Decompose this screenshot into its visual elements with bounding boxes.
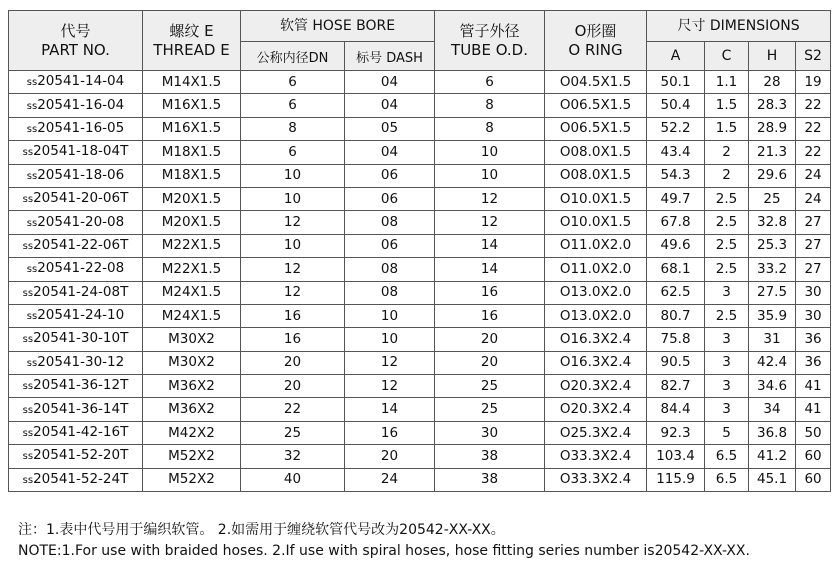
part-no-cell [9, 351, 143, 374]
dim-h-cell: 35.9 [749, 304, 796, 327]
thread-cell: M20X1.5 [143, 187, 241, 210]
dim-h-cell: 28.3 [749, 94, 796, 117]
dim-s2-cell: 22 [796, 141, 831, 164]
o-ring-cell: O20.3X2.4 [545, 375, 647, 398]
dim-a-cell: 84.4 [647, 398, 705, 421]
o-ring-cell: O33.3X2.4 [545, 445, 647, 468]
dn-cell: 16 [241, 304, 345, 327]
dim-c-cell: 2.5 [705, 304, 749, 327]
dim-s2-header: S2 [796, 42, 831, 71]
thread-cell: M24X1.5 [143, 304, 241, 327]
dash-cell: 08 [345, 281, 435, 304]
dim-s2-cell: 50 [796, 421, 831, 444]
dim-c-cell: 2 [705, 141, 749, 164]
o-ring-cell: O16.3X2.4 [545, 351, 647, 374]
tube-od-cell: 16 [435, 281, 545, 304]
dim-a-cell: 103.4 [647, 445, 705, 468]
dim-h-cell: 27.5 [749, 281, 796, 304]
dim-a-cell: 115.9 [647, 468, 705, 491]
dim-c-cell: 1.5 [705, 117, 749, 140]
dim-a-header: A [647, 42, 705, 71]
table-row [9, 304, 831, 327]
thread-cell: M22X1.5 [143, 258, 241, 281]
dn-cell: 6 [241, 141, 345, 164]
dash-cell: 05 [345, 117, 435, 140]
hose-bore-header: 软管 HOSE BORE [241, 11, 435, 42]
dim-a-cell: 50.1 [647, 71, 705, 94]
dim-h-cell: 21.3 [749, 141, 796, 164]
table-row [9, 141, 831, 164]
part-no-prefix: ss [22, 381, 34, 393]
o-ring-cell: O06.5X1.5 [545, 117, 647, 140]
dim-a-cell: 90.5 [647, 351, 705, 374]
dim-s2-cell: 60 [796, 445, 831, 468]
table-row [9, 164, 831, 187]
part-no-prefix: ss [22, 334, 34, 346]
part-no-prefix: ss [22, 451, 34, 463]
dash-cell: 08 [345, 211, 435, 234]
dim-h-cell: 41.2 [749, 445, 796, 468]
spec-table-body [9, 71, 831, 492]
dim-a-cell: 62.5 [647, 281, 705, 304]
tube-od-cell: 20 [435, 328, 545, 351]
dim-a-cell: 82.7 [647, 375, 705, 398]
notes [18, 520, 750, 562]
part-no-cell [9, 258, 143, 281]
o-ring-cell: O11.0X2.0 [545, 258, 647, 281]
thread-cell: M18X1.5 [143, 164, 241, 187]
dim-h-cell: 25.3 [749, 234, 796, 257]
dash-cell: 14 [345, 398, 435, 421]
dim-a-cell: 80.7 [647, 304, 705, 327]
dim-s2-cell: 41 [796, 398, 831, 421]
table-row [9, 375, 831, 398]
dn-cell: 12 [241, 258, 345, 281]
dn-cell: 25 [241, 421, 345, 444]
part-no-value: 20541-22-06T [33, 236, 129, 253]
thread-cell: M36X2 [143, 398, 241, 421]
part-no-prefix: ss [22, 147, 34, 159]
part-no-cell [9, 375, 143, 398]
dim-c-cell: 3 [705, 328, 749, 351]
part-no-cell [9, 117, 143, 140]
table-row [9, 281, 831, 304]
dim-h-cell: 34.6 [749, 375, 796, 398]
dim-h-cell: 42.4 [749, 351, 796, 374]
tube-od-cell: 14 [435, 234, 545, 257]
part-no-cell [9, 234, 143, 257]
thread-cell: M24X1.5 [143, 281, 241, 304]
o-ring-header-en: O RING [568, 40, 623, 59]
tube-od-cell: 12 [435, 187, 545, 210]
part-no-prefix: ss [26, 123, 38, 135]
table-row [9, 258, 831, 281]
o-ring-cell: O04.5X1.5 [545, 71, 647, 94]
part-no-cell [9, 445, 143, 468]
dim-a-cell: 52.2 [647, 117, 705, 140]
dim-a-cell: 50.4 [647, 94, 705, 117]
dash-cell: 10 [345, 304, 435, 327]
dim-s2-cell: 60 [796, 468, 831, 491]
dim-a-cell: 92.3 [647, 421, 705, 444]
thread-header [143, 11, 241, 71]
part-no-cell [9, 71, 143, 94]
table-row [9, 351, 831, 374]
tube-od-cell: 25 [435, 375, 545, 398]
table-row [9, 445, 831, 468]
part-no-prefix: ss [26, 100, 38, 112]
dim-s2-cell: 19 [796, 71, 831, 94]
thread-cell: M20X1.5 [143, 211, 241, 234]
dimensions-header: 尺寸 DIMENSIONS [647, 11, 831, 42]
dash-header: 标号 DASH [345, 42, 435, 71]
o-ring-cell: O13.0X2.0 [545, 304, 647, 327]
tube-od-cell: 6 [435, 71, 545, 94]
dim-c-cell: 3 [705, 281, 749, 304]
table-row [9, 94, 831, 117]
note-en: NOTE:1.For use with braided hoses. 2.If use with spiral hoses, hose fitting series number is20542-XX-XX. [18, 543, 750, 559]
part-no-value: 20541-20-06T [33, 190, 129, 207]
part-no-header-en: PART NO. [41, 40, 110, 59]
part-no-value: 20541-20-08 [37, 213, 125, 230]
part-no-prefix: ss [22, 287, 34, 299]
o-ring-cell: O10.0X1.5 [545, 187, 647, 210]
thread-header-en: THREAD E [153, 40, 230, 59]
dn-cell: 10 [241, 164, 345, 187]
table-row [9, 234, 831, 257]
dash-cell: 08 [345, 258, 435, 281]
tube-od-cell: 25 [435, 398, 545, 421]
dim-s2-cell: 30 [796, 304, 831, 327]
dim-s2-cell: 30 [796, 281, 831, 304]
fittings-spec-table [8, 10, 831, 492]
part-no-cell [9, 211, 143, 234]
dim-s2-cell: 27 [796, 234, 831, 257]
o-ring-cell: O08.0X1.5 [545, 141, 647, 164]
tube-od-cell: 12 [435, 211, 545, 234]
dim-a-cell: 49.6 [647, 234, 705, 257]
dim-h-cell: 32.8 [749, 211, 796, 234]
o-ring-cell: O33.3X2.4 [545, 468, 647, 491]
part-no-prefix: ss [22, 474, 34, 486]
dn-header: 公称内径DN [241, 42, 345, 71]
part-no-cell [9, 328, 143, 351]
dim-c-cell: 3 [705, 398, 749, 421]
part-no-value: 20541-16-05 [37, 119, 125, 136]
dn-cell: 8 [241, 117, 345, 140]
dim-c-cell: 2.5 [705, 234, 749, 257]
part-no-header-cn: 代号 [60, 21, 91, 40]
part-no-value: 20541-18-06 [37, 166, 125, 183]
table-row [9, 398, 831, 421]
part-no-value: 20541-24-08T [33, 283, 129, 300]
o-ring-cell: O06.5X1.5 [545, 94, 647, 117]
thread-cell: M42X2 [143, 421, 241, 444]
thread-cell: M14X1.5 [143, 71, 241, 94]
dim-c-cell: 2 [705, 164, 749, 187]
part-no-cell [9, 398, 143, 421]
thread-cell: M16X1.5 [143, 117, 241, 140]
part-no-value: 20541-52-24T [33, 470, 129, 487]
dn-cell: 32 [241, 445, 345, 468]
o-ring-cell: O08.0X1.5 [545, 164, 647, 187]
part-no-cell [9, 164, 143, 187]
thread-header-cn: 螺纹 E [169, 21, 214, 40]
thread-cell: M30X2 [143, 328, 241, 351]
dim-c-cell: 5 [705, 421, 749, 444]
dim-a-cell: 43.4 [647, 141, 705, 164]
dim-h-cell: 36.8 [749, 421, 796, 444]
dim-a-cell: 67.8 [647, 211, 705, 234]
part-no-cell [9, 304, 143, 327]
tube-od-header [435, 11, 545, 71]
dim-h-header: H [749, 42, 796, 71]
dn-cell: 40 [241, 468, 345, 491]
dn-cell: 6 [241, 94, 345, 117]
o-ring-cell: O20.3X2.4 [545, 398, 647, 421]
table-row [9, 421, 831, 444]
dash-cell: 24 [345, 468, 435, 491]
part-no-value: 20541-30-10T [33, 330, 129, 347]
part-no-value: 20541-18-04T [33, 143, 129, 160]
dim-c-cell: 6.5 [705, 468, 749, 491]
o-ring-header-cn: O形圈 [574, 21, 617, 40]
thread-cell: M16X1.5 [143, 94, 241, 117]
o-ring-cell: O10.0X1.5 [545, 211, 647, 234]
thread-cell: M52X2 [143, 445, 241, 468]
thread-cell: M52X2 [143, 468, 241, 491]
thread-cell: M30X2 [143, 351, 241, 374]
dash-cell: 06 [345, 234, 435, 257]
tube-od-cell: 14 [435, 258, 545, 281]
part-no-value: 20541-16-04 [37, 96, 125, 113]
dim-c-cell: 6.5 [705, 445, 749, 468]
part-no-value: 20541-52-20T [33, 447, 129, 464]
dim-c-cell: 1.1 [705, 71, 749, 94]
dim-a-cell: 54.3 [647, 164, 705, 187]
dash-cell: 12 [345, 375, 435, 398]
dn-cell: 6 [241, 71, 345, 94]
o-ring-cell: O16.3X2.4 [545, 328, 647, 351]
part-no-header [9, 11, 143, 71]
dim-c-cell: 3 [705, 375, 749, 398]
dn-cell: 22 [241, 398, 345, 421]
dim-s2-cell: 22 [796, 117, 831, 140]
part-no-value: 20541-36-14T [33, 400, 129, 417]
dim-c-cell: 2.5 [705, 258, 749, 281]
part-no-value: 20541-14-04 [37, 73, 125, 90]
dash-cell: 06 [345, 164, 435, 187]
tube-od-cell: 10 [435, 164, 545, 187]
table-row [9, 117, 831, 140]
tube-od-cell: 10 [435, 141, 545, 164]
tube-od-cell: 8 [435, 117, 545, 140]
dim-c-cell: 1.5 [705, 94, 749, 117]
part-no-value: 20541-36-12T [33, 377, 129, 394]
part-no-value: 20541-24-10 [37, 307, 125, 324]
dim-h-cell: 25 [749, 187, 796, 210]
dn-cell: 10 [241, 234, 345, 257]
part-no-prefix: ss [26, 77, 38, 89]
part-no-prefix: ss [26, 264, 38, 276]
dash-cell: 04 [345, 141, 435, 164]
dn-cell: 20 [241, 375, 345, 398]
part-no-value: 20541-30-12 [37, 353, 125, 370]
dn-cell: 12 [241, 211, 345, 234]
dim-c-cell: 2.5 [705, 187, 749, 210]
dim-a-cell: 68.1 [647, 258, 705, 281]
dn-cell: 12 [241, 281, 345, 304]
tube-od-header-cn: 管子外径 [459, 21, 520, 40]
tube-od-cell: 38 [435, 468, 545, 491]
dim-s2-cell: 36 [796, 351, 831, 374]
dim-h-cell: 33.2 [749, 258, 796, 281]
part-no-prefix: ss [26, 217, 38, 229]
dn-cell: 16 [241, 328, 345, 351]
part-no-cell [9, 421, 143, 444]
table-row [9, 468, 831, 491]
thread-cell: M22X1.5 [143, 234, 241, 257]
dim-h-cell: 34 [749, 398, 796, 421]
part-no-value: 20541-42-16T [33, 424, 129, 441]
o-ring-cell: O25.3X2.4 [545, 421, 647, 444]
dim-h-cell: 28.9 [749, 117, 796, 140]
part-no-prefix: ss [22, 194, 34, 206]
part-no-prefix: ss [22, 404, 34, 416]
dash-cell: 20 [345, 445, 435, 468]
tube-od-cell: 30 [435, 421, 545, 444]
part-no-cell [9, 468, 143, 491]
tube-od-cell: 16 [435, 304, 545, 327]
tube-od-cell: 8 [435, 94, 545, 117]
dim-h-cell: 29.6 [749, 164, 796, 187]
note-cn: 注：1.表中代号用于编织软管。 2.如需用于缠绕软管代号改为20542-XX-XX。 [18, 522, 505, 538]
tube-od-header-en: TUBE O.D. [451, 40, 528, 59]
tube-od-cell: 20 [435, 351, 545, 374]
dn-cell: 10 [241, 187, 345, 210]
dim-a-cell: 75.8 [647, 328, 705, 351]
dim-s2-cell: 36 [796, 328, 831, 351]
dim-s2-cell: 24 [796, 187, 831, 210]
dim-c-header: C [705, 42, 749, 71]
table-row [9, 211, 831, 234]
part-no-value: 20541-22-08 [37, 260, 125, 277]
o-ring-cell: O13.0X2.0 [545, 281, 647, 304]
dim-s2-cell: 24 [796, 164, 831, 187]
o-ring-cell: O11.0X2.0 [545, 234, 647, 257]
dim-s2-cell: 41 [796, 375, 831, 398]
dash-cell: 12 [345, 351, 435, 374]
dim-h-cell: 28 [749, 71, 796, 94]
dim-a-cell: 49.7 [647, 187, 705, 210]
dim-c-cell: 3 [705, 351, 749, 374]
dash-cell: 10 [345, 328, 435, 351]
dim-c-cell: 2.5 [705, 211, 749, 234]
dim-s2-cell: 27 [796, 211, 831, 234]
dash-cell: 04 [345, 94, 435, 117]
dash-cell: 04 [345, 71, 435, 94]
part-no-prefix: ss [22, 240, 34, 252]
table-row [9, 71, 831, 94]
thread-cell: M36X2 [143, 375, 241, 398]
part-no-prefix: ss [26, 357, 38, 369]
part-no-prefix: ss [22, 428, 34, 440]
table-row [9, 187, 831, 210]
dim-s2-cell: 27 [796, 258, 831, 281]
dn-cell: 20 [241, 351, 345, 374]
part-no-cell [9, 94, 143, 117]
dim-h-cell: 45.1 [749, 468, 796, 491]
tube-od-cell: 38 [435, 445, 545, 468]
dim-s2-cell: 22 [796, 94, 831, 117]
dash-cell: 16 [345, 421, 435, 444]
part-no-prefix: ss [26, 311, 38, 323]
part-no-prefix: ss [26, 170, 38, 182]
part-no-cell [9, 187, 143, 210]
part-no-cell [9, 281, 143, 304]
thread-cell: M18X1.5 [143, 141, 241, 164]
o-ring-header [545, 11, 647, 71]
table-row [9, 328, 831, 351]
dash-cell: 06 [345, 187, 435, 210]
part-no-cell [9, 141, 143, 164]
dim-h-cell: 31 [749, 328, 796, 351]
